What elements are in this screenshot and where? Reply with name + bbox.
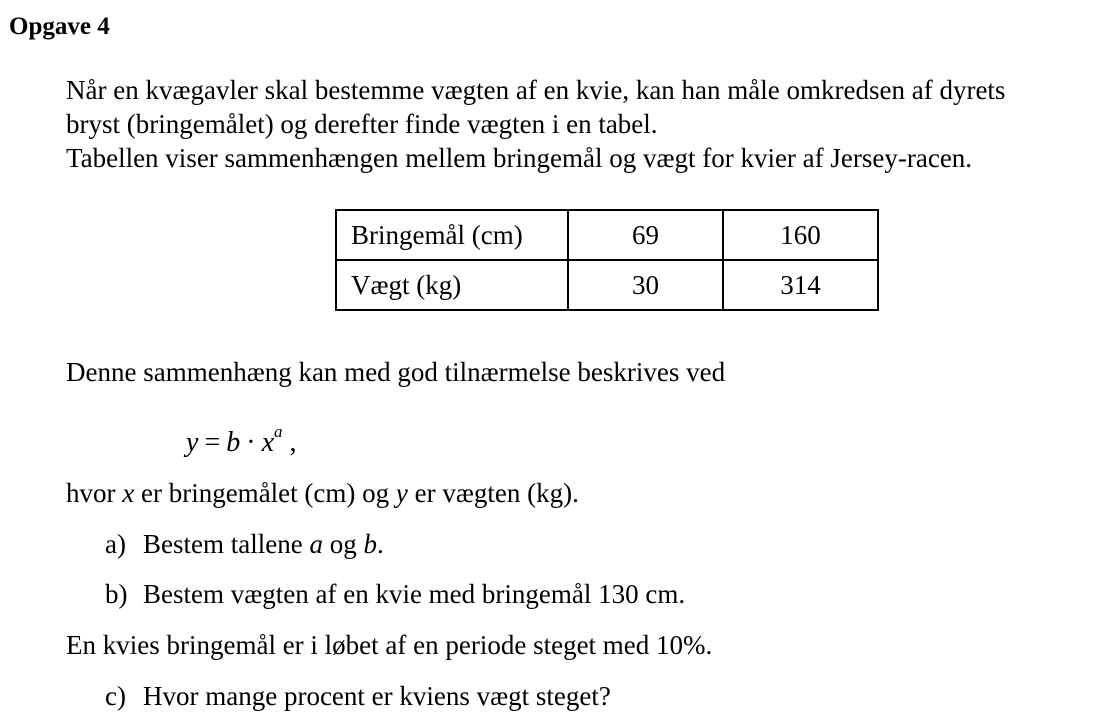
question-c	[105, 679, 611, 713]
assignment-heading: Opgave 4	[9, 13, 110, 40]
formula-y: y	[186, 427, 199, 458]
table-cell-girth-value-1: 69	[568, 210, 723, 260]
formula-x: x	[261, 427, 274, 458]
where-text	[66, 476, 579, 510]
formula-dot: ·	[246, 427, 256, 458]
table-row-girth	[336, 210, 878, 260]
intro-line-2: bryst (bringemålet) og derefter finde vægten i en tabel.	[66, 109, 658, 139]
question-b-letter: b)	[105, 579, 128, 609]
table-row-weight	[336, 260, 878, 310]
intro-line-3: Tabellen viser sammenhængen mellem bringemål og vægt for kvier af Jersey-racen.	[66, 143, 973, 173]
table-cell-girth-value-2: 160	[723, 210, 878, 260]
table-cell-girth-label: Bringemål (cm)	[336, 210, 568, 260]
question-b-text: Bestem vægten af en kvie med bringemål 130 cm.	[143, 579, 686, 609]
relation-text: Denne sammenhæng kan med god tilnærmelse beskrives ved	[66, 357, 726, 387]
question-a-text-2: og	[322, 529, 364, 559]
table-cell-weight-value-2: 314	[723, 260, 878, 310]
power-formula	[186, 415, 297, 460]
where-var-x: x	[122, 478, 135, 508]
where-part-3: er vægten (kg).	[407, 478, 579, 508]
question-a	[105, 527, 384, 561]
question-a-var-a: a	[309, 529, 323, 559]
question-c-text: Hvor mange procent er kviens vægt steget?	[143, 681, 611, 711]
question-a-letter: a)	[105, 529, 126, 559]
table-cell-weight-label: Vægt (kg)	[336, 260, 568, 310]
formula-exponent: a	[274, 422, 283, 441]
period-text: En kvies bringemål er i løbet af en periode steget med 10%.	[66, 630, 713, 660]
formula-trail: ,	[282, 427, 297, 458]
question-b	[105, 577, 685, 611]
where-part-1: hvor	[66, 478, 123, 508]
question-a-var-b: b	[363, 529, 377, 559]
intro-paragraph	[66, 73, 1005, 175]
where-part-2: er bringemålet (cm) og	[134, 478, 396, 508]
formula-equals: =	[204, 427, 221, 458]
formula-b: b	[226, 427, 241, 458]
question-a-text-3: .	[376, 529, 384, 559]
question-a-text-1: Bestem tallene	[143, 529, 310, 559]
question-c-letter: c)	[105, 681, 126, 711]
where-var-y: y	[395, 478, 408, 508]
girth-weight-table	[335, 209, 879, 311]
table-cell-weight-value-1: 30	[568, 260, 723, 310]
intro-line-1: Når en kvægavler skal bestemme vægten af en kvie, kan han måle omkredsen af dyrets	[66, 75, 1006, 105]
